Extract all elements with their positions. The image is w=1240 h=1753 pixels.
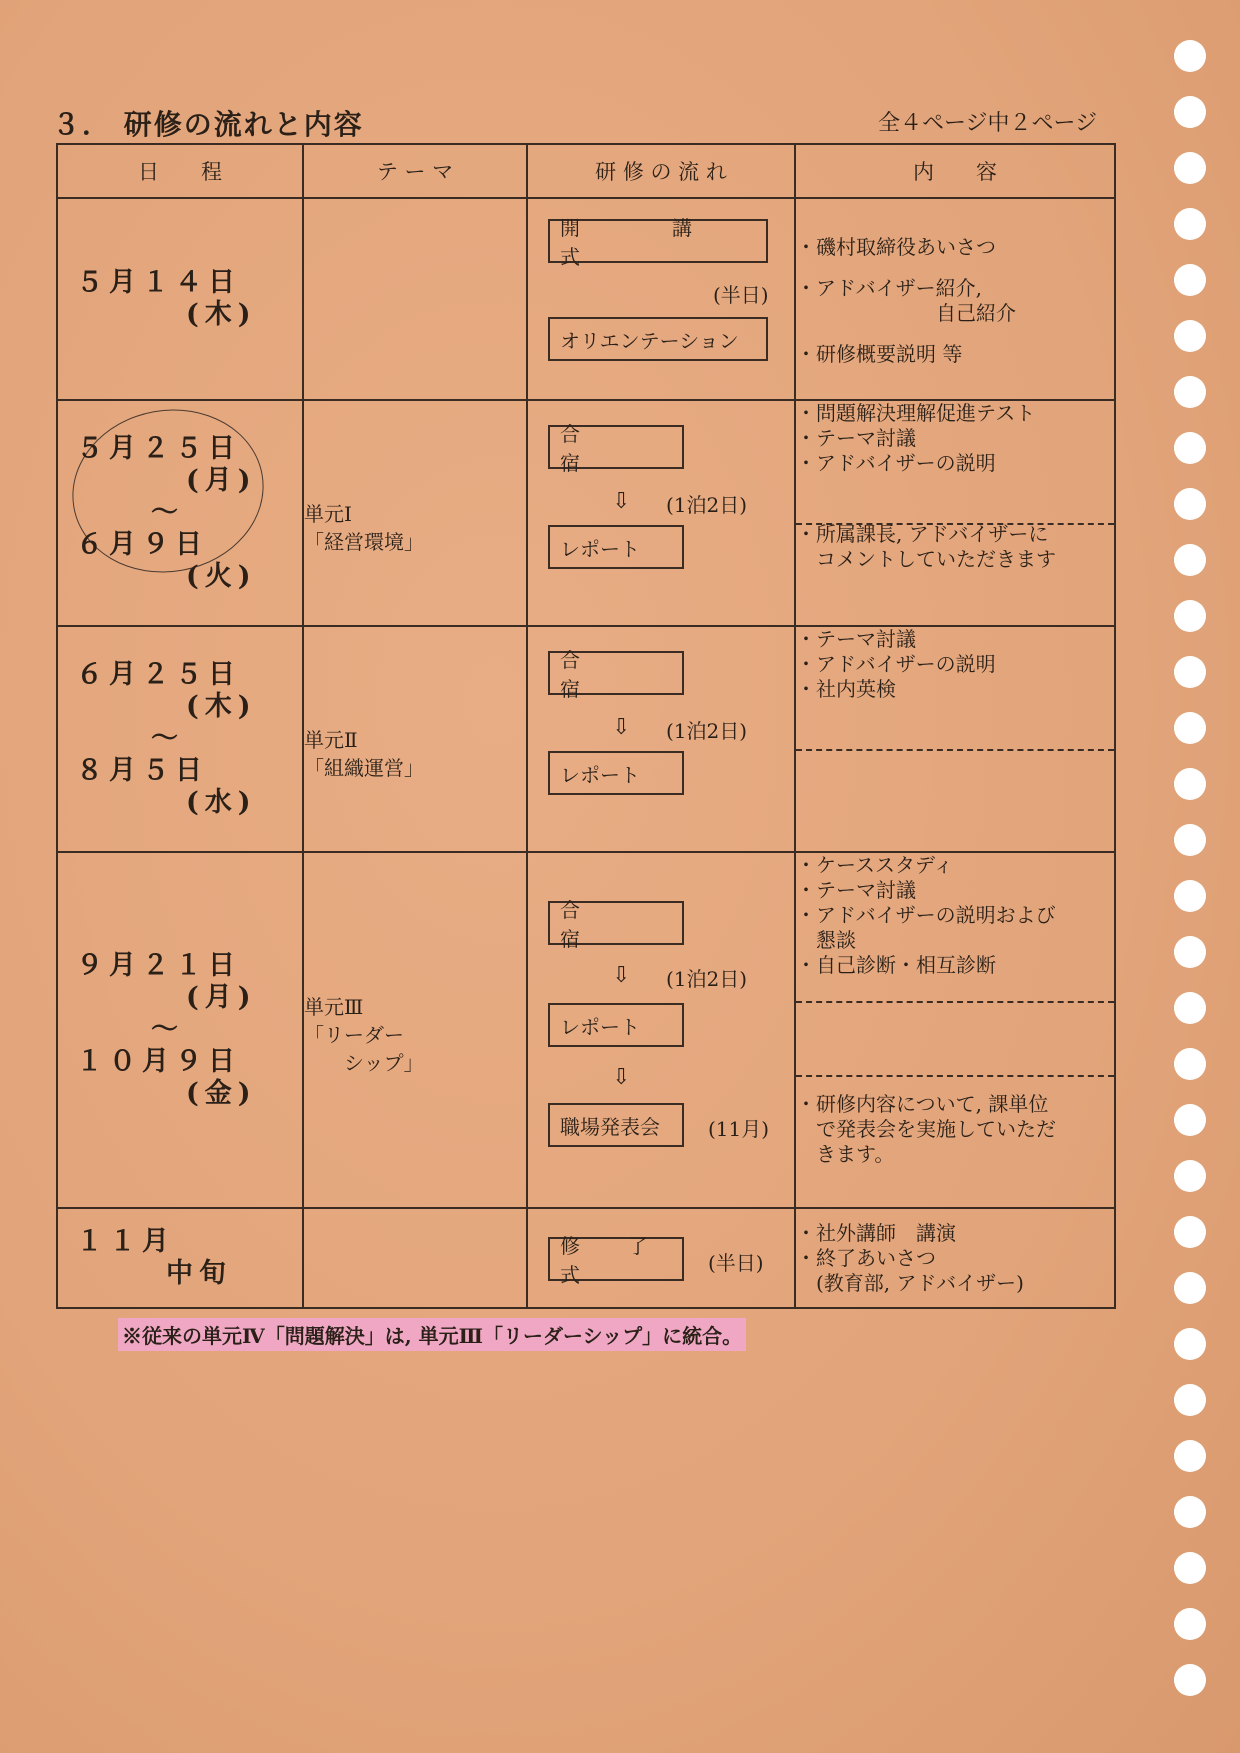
binder-hole bbox=[1174, 1664, 1206, 1696]
retreat-box: 合 宿 bbox=[548, 651, 684, 695]
binder-hole bbox=[1174, 40, 1206, 72]
content-item: (教育部, アドバイザー) bbox=[796, 1270, 1024, 1295]
binder-hole bbox=[1174, 1272, 1206, 1304]
binder-hole bbox=[1174, 432, 1206, 464]
binder-hole bbox=[1174, 208, 1206, 240]
content-item: ・研修概要説明 等 bbox=[796, 342, 963, 366]
theme-text: 単元Ⅲ 「リーダー シップ」 bbox=[304, 995, 424, 1075]
date-cell bbox=[57, 626, 303, 852]
period-text: 中旬 bbox=[166, 1258, 232, 1289]
content-item: ・社内英検 bbox=[796, 677, 896, 701]
opening-ceremony-box: 開 講 式 bbox=[548, 219, 768, 263]
duration-note: (半日) bbox=[713, 283, 769, 307]
content-item: ・終了あいさつ bbox=[796, 1245, 936, 1270]
duration-note: (半日) bbox=[708, 1251, 764, 1275]
binder-holes bbox=[1162, 40, 1222, 1740]
content-cell bbox=[795, 626, 1115, 852]
flow-cell bbox=[527, 852, 795, 1208]
flow-cell bbox=[527, 626, 795, 852]
binder-hole bbox=[1174, 600, 1206, 632]
report-box: レポート bbox=[548, 1003, 684, 1047]
binder-hole bbox=[1174, 1216, 1206, 1248]
workplace-presentation-box: 職場発表会 bbox=[548, 1103, 684, 1147]
range-tilde: ～ bbox=[151, 497, 184, 528]
section-title: ３． 研修の流れと内容 bbox=[52, 108, 364, 141]
month-note: (11月) bbox=[708, 1117, 770, 1141]
content-item: ・ケーススタディ bbox=[796, 853, 954, 877]
report-box: レポート bbox=[548, 525, 684, 569]
header-flow: 研 修 の 流 れ bbox=[527, 144, 795, 198]
theme-cell bbox=[303, 852, 527, 1208]
content-item: ・アドバイザーの説明および bbox=[796, 903, 1056, 927]
content-item: ・研修内容について, 課単位 bbox=[796, 1092, 1049, 1116]
date-text: １０月９日 bbox=[76, 1046, 241, 1077]
orientation-box: オリエンテーション bbox=[548, 317, 768, 361]
content-item: ・所属課長, アドバイザーに bbox=[796, 522, 1049, 546]
date-text: ５月１４日 bbox=[76, 267, 241, 298]
binder-hole bbox=[1174, 656, 1206, 688]
binder-hole bbox=[1174, 768, 1206, 800]
content-item: ・磯村取締役あいさつ bbox=[796, 235, 996, 259]
theme-text: 単元Ⅱ 「組織運営」 bbox=[304, 728, 424, 780]
binder-hole bbox=[1174, 712, 1206, 744]
date-text: ８月５日 bbox=[76, 755, 208, 786]
binder-hole bbox=[1174, 824, 1206, 856]
theme-text: 単元Ⅰ 「経営環境」 bbox=[304, 502, 424, 554]
duration-note: (1泊2日) bbox=[666, 967, 748, 991]
content-cell bbox=[795, 852, 1115, 1208]
content-item: ・社外講師 講演 bbox=[796, 1220, 956, 1245]
date-cell bbox=[57, 400, 303, 626]
content-cell bbox=[795, 1208, 1115, 1308]
theme-cell bbox=[303, 626, 527, 852]
content-item: ・アドバイザー紹介, bbox=[796, 276, 982, 300]
binder-hole bbox=[1174, 1440, 1206, 1472]
date-text: １１月 bbox=[76, 1226, 175, 1257]
binder-hole bbox=[1174, 264, 1206, 296]
table-row bbox=[57, 626, 1115, 852]
content-item: コメントしていただきます bbox=[796, 547, 1056, 571]
header-content: 内 容 bbox=[795, 144, 1115, 198]
content-cell bbox=[795, 400, 1115, 626]
completion-ceremony-box: 修 了 式 bbox=[548, 1237, 684, 1281]
down-arrow-icon: ⇩ bbox=[612, 963, 631, 988]
binder-hole bbox=[1174, 1104, 1206, 1136]
down-arrow-icon: ⇩ bbox=[612, 1065, 631, 1090]
page-info: 全４ページ中２ページ bbox=[878, 111, 1098, 136]
binder-hole bbox=[1174, 1048, 1206, 1080]
flow-cell bbox=[527, 1208, 795, 1308]
down-arrow-icon: ⇩ bbox=[612, 489, 631, 514]
binder-hole bbox=[1174, 1552, 1206, 1584]
dashed-divider bbox=[796, 1075, 1114, 1077]
content-cell bbox=[795, 198, 1115, 400]
range-tilde: ～ bbox=[151, 723, 184, 754]
weekday-text: (火) bbox=[186, 561, 257, 592]
content-item: 懇談 bbox=[796, 928, 856, 952]
content-item: きます。 bbox=[796, 1142, 895, 1166]
duration-note: (1泊2日) bbox=[666, 493, 748, 517]
duration-note: (1泊2日) bbox=[666, 719, 748, 743]
content-item: ・アドバイザーの説明 bbox=[796, 652, 996, 676]
binder-hole bbox=[1174, 152, 1206, 184]
date-text: ５月２５日 bbox=[76, 433, 241, 464]
content-item: ・テーマ討議 bbox=[796, 878, 916, 902]
weekday-text: (木) bbox=[186, 299, 257, 330]
retreat-box: 合 宿 bbox=[548, 425, 684, 469]
schedule-table bbox=[56, 143, 1116, 1309]
dashed-divider bbox=[796, 1001, 1114, 1003]
table-row bbox=[57, 1208, 1115, 1308]
date-text: ６月２５日 bbox=[76, 659, 241, 690]
report-box: レポート bbox=[548, 751, 684, 795]
theme-cell bbox=[303, 1208, 527, 1308]
binder-hole bbox=[1174, 992, 1206, 1024]
flow-cell bbox=[527, 198, 795, 400]
theme-cell bbox=[303, 400, 527, 626]
binder-hole bbox=[1174, 880, 1206, 912]
header-theme: テ ー マ bbox=[303, 144, 527, 198]
table-header-row bbox=[57, 144, 1115, 198]
header-date: 日 程 bbox=[57, 144, 303, 198]
retreat-box: 合 宿 bbox=[548, 901, 684, 945]
binder-hole bbox=[1174, 1160, 1206, 1192]
date-text: ９月２１日 bbox=[76, 950, 241, 981]
dashed-divider bbox=[796, 749, 1114, 751]
weekday-text: (木) bbox=[186, 691, 257, 722]
content-item: ・テーマ討議 bbox=[796, 426, 916, 450]
content-item: ・自己診断・相互診断 bbox=[796, 953, 996, 977]
down-arrow-icon: ⇩ bbox=[612, 715, 631, 740]
date-text: ６月９日 bbox=[76, 529, 208, 560]
range-tilde: ～ bbox=[151, 1014, 184, 1045]
binder-hole bbox=[1174, 1328, 1206, 1360]
content-item: で発表会を実施していただ bbox=[796, 1117, 1056, 1141]
binder-hole bbox=[1174, 96, 1206, 128]
footnote-highlight: ※従来の単元Ⅳ「問題解決」は, 単元Ⅲ「リーダーシップ」に統合。 bbox=[118, 1318, 746, 1351]
binder-hole bbox=[1174, 488, 1206, 520]
content-item: ・テーマ討議 bbox=[796, 627, 916, 651]
weekday-text: (月) bbox=[186, 465, 257, 496]
theme-cell bbox=[303, 198, 527, 400]
weekday-text: (金) bbox=[186, 1078, 257, 1109]
weekday-text: (月) bbox=[186, 982, 257, 1013]
dashed-divider bbox=[796, 523, 1114, 525]
table-row bbox=[57, 852, 1115, 1208]
date-cell bbox=[57, 852, 303, 1208]
table-row bbox=[57, 198, 1115, 400]
date-cell bbox=[57, 1208, 303, 1308]
binder-hole bbox=[1174, 320, 1206, 352]
binder-hole bbox=[1174, 1496, 1206, 1528]
binder-hole bbox=[1174, 936, 1206, 968]
flow-cell bbox=[527, 400, 795, 626]
content-item: ・問題解決理解促進テスト bbox=[796, 401, 1036, 425]
content-item: ・アドバイザーの説明 bbox=[796, 451, 996, 475]
date-cell bbox=[57, 198, 303, 400]
binder-hole bbox=[1174, 1384, 1206, 1416]
binder-hole bbox=[1174, 544, 1206, 576]
content-item: 自己紹介 bbox=[796, 301, 1016, 325]
binder-hole bbox=[1174, 376, 1206, 408]
weekday-text: (水) bbox=[186, 787, 257, 818]
table-row bbox=[57, 400, 1115, 626]
binder-hole bbox=[1174, 1608, 1206, 1640]
